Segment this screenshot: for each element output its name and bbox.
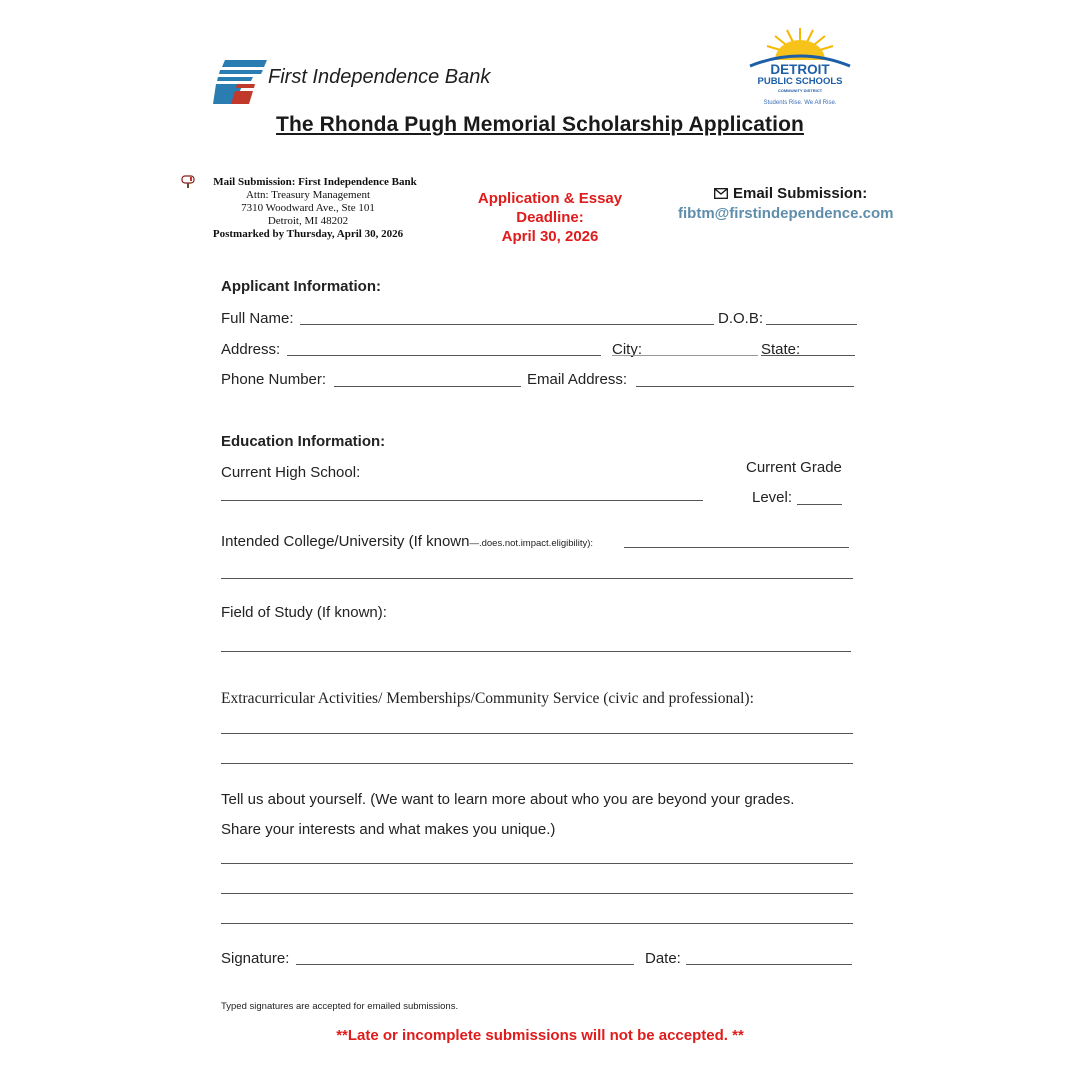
district-name-tiny: COMMUNITY DISTRICT	[777, 88, 823, 93]
mail-postmark: Postmarked by Thursday, April 30, 2026	[212, 228, 404, 240]
high-school-field[interactable]	[221, 500, 703, 501]
date-field[interactable]	[686, 964, 852, 965]
mail-submission-block	[183, 176, 433, 241]
applicant-heading: Applicant Information:	[221, 278, 381, 295]
email-address-link[interactable]: fibtm@firstindependence.com	[678, 205, 894, 222]
college-note: —.does.not.impact.eligibility):	[469, 538, 594, 549]
late-submission-warning: **Late or incomplete submissions will not be accepted. **	[336, 1027, 744, 1044]
grade-label-line2: Level:	[752, 489, 793, 506]
about-label-line1: Tell us about yourself. (We want to learn more about who you are beyond your grades.	[221, 791, 795, 808]
college-field[interactable]	[624, 547, 849, 548]
college-field-line2[interactable]	[221, 578, 853, 579]
district-name	[748, 64, 852, 94]
grade-field[interactable]	[797, 504, 842, 505]
email-label: Email Address:	[527, 371, 628, 388]
city-field[interactable]	[612, 355, 758, 356]
extracurricular-field-1[interactable]	[221, 733, 853, 734]
district-tagline: Students Rise. We All Rise.	[763, 100, 837, 106]
deadline-block	[465, 189, 635, 246]
education-heading: Education Information:	[221, 433, 386, 450]
about-label-line2: Share your interests and what makes you unique.)	[221, 821, 556, 838]
envelope-icon	[714, 188, 728, 199]
extracurricular-field-2[interactable]	[221, 763, 853, 764]
high-school-label: Current High School:	[221, 464, 361, 481]
bank-name: First Independence Bank	[268, 66, 491, 88]
field-of-study-label: Field of Study (If known):	[221, 604, 387, 621]
college-label	[221, 533, 593, 550]
dob-label: D.O.B:	[718, 310, 764, 327]
dob-field[interactable]	[766, 324, 857, 325]
date-label: Date:	[645, 950, 681, 967]
full-name-field[interactable]	[300, 324, 714, 325]
mail-attn: Attn: Treasury Management	[245, 189, 371, 201]
about-field-3[interactable]	[221, 923, 853, 924]
extracurricular-label: Extracurricular Activities/ Memberships/Community Service (civic and professional):	[221, 690, 754, 707]
full-name-label: Full Name:	[221, 310, 294, 327]
about-field-2[interactable]	[221, 893, 853, 894]
typed-signature-note: Typed signatures are accepted for emailed submissions.	[221, 1001, 459, 1012]
about-field-1[interactable]	[221, 863, 853, 864]
phone-field[interactable]	[334, 386, 521, 387]
signature-label: Signature:	[221, 950, 290, 967]
field-of-study-field[interactable]	[221, 651, 851, 652]
deadline-line3: April 30, 2026	[501, 228, 599, 245]
signature-field[interactable]	[296, 964, 634, 965]
deadline-line1: Application & Essay	[477, 190, 623, 207]
state-field[interactable]	[761, 355, 855, 356]
mail-street: 7310 Woodward Ave., Ste 101	[241, 202, 375, 214]
deadline-line2: Deadline:	[516, 209, 584, 226]
state-label: State:	[761, 341, 801, 358]
city-label: City:	[612, 341, 642, 358]
college-label-text: Intended College/University (If known	[221, 533, 470, 550]
address-label: Address:	[221, 341, 281, 358]
email-heading: Email Submission:	[733, 185, 868, 202]
grade-label-line1: Current Grade	[746, 459, 842, 476]
mail-city: Detroit, MI 48202	[267, 215, 349, 227]
district-name-main: DETROIT	[770, 62, 830, 77]
page-title: The Rhonda Pugh Memorial Scholarship Application	[276, 113, 804, 136]
mail-heading: Mail Submission: First Independence Bank	[213, 176, 417, 188]
address-field[interactable]	[287, 355, 601, 356]
phone-label: Phone Number:	[221, 371, 327, 388]
email-field[interactable]	[636, 386, 854, 387]
district-name-sub: PUBLIC SCHOOLS	[757, 76, 843, 87]
